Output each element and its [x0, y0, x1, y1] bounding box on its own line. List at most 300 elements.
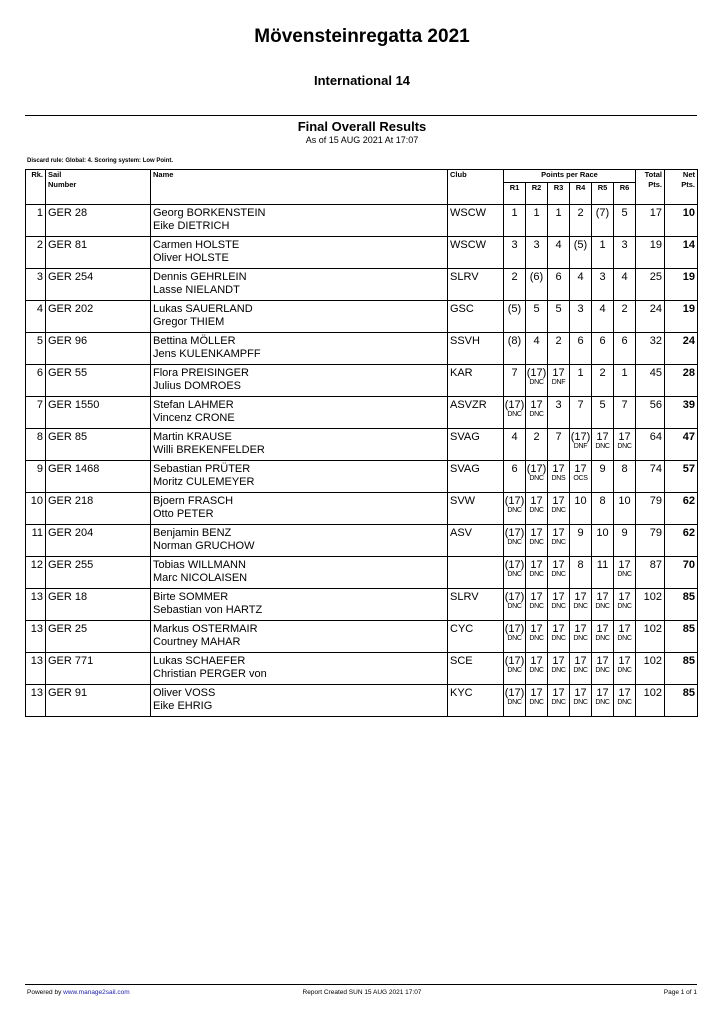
race-status-code: DNC — [595, 635, 610, 642]
race-status-code: OCS — [573, 475, 588, 482]
race-score-cell — [526, 333, 548, 365]
net-points-cell: 19 — [665, 301, 698, 333]
helm-name: Lukas SCHAEFER — [153, 655, 246, 667]
race-points: 17 — [574, 687, 587, 699]
club-cell: KYC — [448, 685, 504, 717]
race-points: 17 — [552, 655, 565, 667]
crew-name: Vincenz CRONE — [153, 412, 235, 424]
crew-name: Lasse NIELANDT — [153, 284, 240, 296]
race-score-cell — [592, 205, 614, 237]
race-score-cell — [614, 621, 636, 653]
race-status-code: DNC — [529, 667, 544, 674]
race-score-cell — [614, 461, 636, 493]
race-score-cell — [570, 493, 592, 525]
club-cell: GSC — [448, 301, 504, 333]
race-points: (5) — [507, 303, 522, 315]
race-header-r1: R1 — [504, 183, 526, 205]
crew-name: Sebastian von HARTZ — [153, 604, 263, 616]
race-points: 1 — [621, 367, 628, 379]
race-score-cell — [570, 301, 592, 333]
total-points-cell: 17 — [636, 205, 665, 237]
race-points: 3 — [511, 239, 518, 251]
helm-name: Markus OSTERMAIR — [153, 623, 258, 635]
race-points: 8 — [621, 463, 628, 475]
race-score-cell — [592, 493, 614, 525]
race-score-cell — [614, 589, 636, 621]
table-row — [26, 333, 698, 365]
sail-number-cell: GER 771 — [46, 653, 151, 685]
race-score-cell — [570, 621, 592, 653]
race-header-r6: R6 — [614, 183, 636, 205]
race-points: 6 — [599, 335, 606, 347]
race-status-code: DNC — [529, 603, 544, 610]
race-points: 7 — [577, 399, 584, 411]
total-points-cell: 102 — [636, 621, 665, 653]
sail-number-header — [46, 170, 151, 205]
crew-name: Marc NICOLAISEN — [153, 572, 248, 584]
race-status-code: DNC — [551, 667, 566, 674]
race-points: 17 — [618, 655, 631, 667]
race-score-cell — [614, 205, 636, 237]
race-score-cell — [592, 429, 614, 461]
crew-name: Christian PERGER von — [153, 668, 267, 680]
net-points-cell: 28 — [665, 365, 698, 397]
race-score-cell — [548, 461, 570, 493]
race-points: (17) — [504, 687, 525, 699]
net-points-cell: 85 — [665, 621, 698, 653]
race-points: (5) — [573, 239, 588, 251]
crew-name: Moritz CULEMEYER — [153, 476, 255, 488]
club-cell: SVAG — [448, 429, 504, 461]
net-points-cell: 47 — [665, 429, 698, 461]
race-score-cell — [592, 525, 614, 557]
race-status-code: DNC — [507, 635, 522, 642]
race-points: 17 — [618, 559, 631, 571]
race-score-cell — [592, 237, 614, 269]
crew-name: Jens KULENKAMPFF — [153, 348, 261, 360]
total-points-cell: 45 — [636, 365, 665, 397]
race-points: 17 — [530, 527, 543, 539]
race-score-cell — [614, 557, 636, 589]
race-score-cell — [548, 397, 570, 429]
race-points: (17) — [504, 399, 525, 411]
race-status-code: DNC — [529, 411, 544, 418]
helm-name: Georg BORKENSTEIN — [153, 207, 266, 219]
club-cell: SSVH — [448, 333, 504, 365]
net-header-line2: Pts. — [681, 180, 695, 189]
helm-name: Flora PREISINGER — [153, 367, 249, 379]
race-status-code: DNC — [617, 699, 632, 706]
club-cell: WSCW — [448, 237, 504, 269]
name-cell — [151, 269, 448, 301]
race-status-code: DNC — [529, 699, 544, 706]
crew-name: Eike EHRIG — [153, 700, 213, 712]
race-points: 17 — [618, 687, 631, 699]
race-points: 17 — [530, 495, 543, 507]
race-score-cell — [548, 685, 570, 717]
crew-name: Gregor THIEM — [153, 316, 225, 328]
class-name: International 14 — [313, 73, 411, 88]
total-points-cell: 102 — [636, 653, 665, 685]
race-score-cell — [614, 685, 636, 717]
race-points: 11 — [596, 559, 609, 571]
results-table — [25, 169, 698, 717]
table-row — [26, 429, 698, 461]
race-status-code: DNC — [617, 443, 632, 450]
rank-cell: 2 — [26, 237, 46, 269]
race-status-code: DNC — [551, 571, 566, 578]
name-cell — [151, 557, 448, 589]
helm-name: Carmen HOLSTE — [153, 239, 240, 251]
club-cell: WSCW — [448, 205, 504, 237]
total-header-line1: Total — [644, 170, 662, 179]
race-points: (17) — [504, 591, 525, 603]
race-score-cell — [526, 493, 548, 525]
race-points: 2 — [555, 335, 562, 347]
race-points: 5 — [533, 303, 540, 315]
race-score-cell — [570, 237, 592, 269]
race-status-code: DNC — [573, 699, 588, 706]
table-row — [26, 621, 698, 653]
race-points: (17) — [504, 655, 525, 667]
rank-cell: 13 — [26, 621, 46, 653]
race-points: 17 — [530, 591, 543, 603]
race-points: 9 — [577, 527, 584, 539]
net-points-cell: 85 — [665, 589, 698, 621]
sail-number-cell: GER 25 — [46, 621, 151, 653]
sail-header-line1: Sail — [48, 170, 62, 179]
club-header: Club — [448, 170, 504, 205]
race-points: 17 — [618, 591, 631, 603]
race-points: 17 — [530, 399, 543, 411]
race-points: 2 — [533, 431, 540, 443]
club-cell: SVAG — [448, 461, 504, 493]
race-score-cell — [548, 333, 570, 365]
race-points: 3 — [599, 271, 606, 283]
club-cell: CYC — [448, 621, 504, 653]
sail-number-cell: GER 91 — [46, 685, 151, 717]
rank-cell: 10 — [26, 493, 46, 525]
race-score-cell — [570, 269, 592, 301]
footer-divider — [25, 984, 697, 985]
total-points-cell: 19 — [636, 237, 665, 269]
race-points: 3 — [533, 239, 540, 251]
race-status-code: DNC — [529, 507, 544, 514]
race-points: 17 — [552, 463, 565, 475]
race-score-cell — [614, 301, 636, 333]
race-points: 17 — [552, 367, 565, 379]
crew-name: Julius DOMROES — [153, 380, 242, 392]
race-score-cell — [548, 557, 570, 589]
race-score-cell — [526, 589, 548, 621]
race-points: 9 — [599, 463, 606, 475]
race-points: (8) — [507, 335, 522, 347]
club-cell: SLRV — [448, 589, 504, 621]
race-points: 10 — [618, 495, 631, 507]
race-points: 17 — [530, 655, 543, 667]
helm-name: Dennis GEHRLEIN — [153, 271, 247, 283]
helm-name: Tobias WILLMANN — [153, 559, 246, 571]
race-score-cell — [526, 621, 548, 653]
race-status-code: DNC — [617, 571, 632, 578]
race-score-cell — [570, 685, 592, 717]
race-score-cell — [504, 269, 526, 301]
race-points: 10 — [596, 527, 609, 539]
rank-header: Rk. — [26, 170, 46, 205]
race-points: 17 — [596, 431, 609, 443]
net-header-line1: Net — [682, 170, 695, 179]
discard-rule: Discard rule: Global: 4. Scoring system: Low Point. — [27, 158, 174, 164]
race-score-cell — [504, 685, 526, 717]
race-points: 9 — [621, 527, 628, 539]
race-score-cell — [592, 589, 614, 621]
name-cell — [151, 653, 448, 685]
race-points: 17 — [596, 687, 609, 699]
sail-number-cell: GER 204 — [46, 525, 151, 557]
race-points: 6 — [577, 335, 584, 347]
sail-number-cell: GER 81 — [46, 237, 151, 269]
race-points: 4 — [511, 431, 518, 443]
total-points-cell: 79 — [636, 525, 665, 557]
table-row — [26, 237, 698, 269]
name-cell — [151, 493, 448, 525]
net-points-cell: 62 — [665, 493, 698, 525]
club-cell: SLRV — [448, 269, 504, 301]
race-score-cell — [548, 365, 570, 397]
race-score-cell — [504, 333, 526, 365]
race-header-r5: R5 — [592, 183, 614, 205]
race-points: 8 — [577, 559, 584, 571]
race-score-cell — [504, 653, 526, 685]
table-row — [26, 525, 698, 557]
race-score-cell — [614, 333, 636, 365]
race-score-cell — [592, 301, 614, 333]
helm-name: Bettina MÖLLER — [153, 335, 236, 347]
total-points-header — [636, 170, 665, 205]
net-points-cell: 39 — [665, 397, 698, 429]
race-score-cell — [504, 429, 526, 461]
race-status-code: DNC — [507, 571, 522, 578]
race-score-cell — [570, 461, 592, 493]
race-points: 17 — [552, 495, 565, 507]
sail-number-cell: GER 85 — [46, 429, 151, 461]
club-cell: SVW — [448, 493, 504, 525]
rank-cell: 5 — [26, 333, 46, 365]
sail-number-cell: GER 18 — [46, 589, 151, 621]
race-points: 17 — [530, 687, 543, 699]
race-score-cell — [548, 621, 570, 653]
total-points-cell: 102 — [636, 685, 665, 717]
race-status-code: DNF — [551, 379, 566, 386]
race-points: 6 — [621, 335, 628, 347]
helm-name: Stefan LAHMER — [153, 399, 234, 411]
manage2sail-link[interactable]: www.manage2sail.com — [63, 989, 130, 996]
race-points: 7 — [621, 399, 628, 411]
race-points: 3 — [577, 303, 584, 315]
race-score-cell — [504, 461, 526, 493]
race-status-code: DNC — [507, 411, 522, 418]
club-cell: ASV — [448, 525, 504, 557]
race-status-code: DNC — [551, 603, 566, 610]
net-points-cell: 70 — [665, 557, 698, 589]
race-score-cell — [570, 557, 592, 589]
race-score-cell — [504, 621, 526, 653]
race-score-cell — [570, 365, 592, 397]
crew-name: Oliver HOLSTE — [153, 252, 229, 264]
race-points: 17 — [574, 463, 587, 475]
race-points: 7 — [511, 367, 518, 379]
race-status-code: DNC — [507, 699, 522, 706]
race-score-cell — [526, 685, 548, 717]
helm-name: Benjamin BENZ — [153, 527, 232, 539]
table-row — [26, 461, 698, 493]
sail-number-cell: GER 254 — [46, 269, 151, 301]
race-score-cell — [548, 429, 570, 461]
race-score-cell — [548, 525, 570, 557]
race-status-code: DNC — [529, 379, 544, 386]
race-points: 17 — [552, 559, 565, 571]
race-score-cell — [548, 237, 570, 269]
total-points-cell: 79 — [636, 493, 665, 525]
helm-name: Lukas SAUERLAND — [153, 303, 253, 315]
race-points: 1 — [555, 207, 562, 219]
table-row — [26, 365, 698, 397]
race-points: 1 — [533, 207, 540, 219]
total-points-cell: 102 — [636, 589, 665, 621]
race-points: 1 — [599, 239, 606, 251]
race-points: 7 — [555, 431, 562, 443]
race-score-cell — [592, 685, 614, 717]
race-status-code: DNC — [529, 571, 544, 578]
race-score-cell — [570, 429, 592, 461]
race-score-cell — [504, 301, 526, 333]
race-points: 4 — [533, 335, 540, 347]
race-points: 17 — [574, 655, 587, 667]
sail-header-line2: Number — [48, 180, 77, 189]
sail-number-cell: GER 202 — [46, 301, 151, 333]
race-points: 17 — [552, 623, 565, 635]
race-score-cell — [526, 525, 548, 557]
race-score-cell — [570, 525, 592, 557]
race-points: (17) — [504, 527, 525, 539]
race-points: 4 — [599, 303, 606, 315]
helm-name: Bjoern FRASCH — [153, 495, 234, 507]
race-status-code: DNC — [551, 539, 566, 546]
race-score-cell — [526, 237, 548, 269]
name-cell — [151, 525, 448, 557]
helm-name: Birte SOMMER — [153, 591, 229, 603]
race-score-cell — [592, 269, 614, 301]
race-score-cell — [504, 557, 526, 589]
table-row — [26, 685, 698, 717]
name-cell — [151, 621, 448, 653]
race-points: 17 — [530, 623, 543, 635]
net-points-cell: 10 — [665, 205, 698, 237]
name-cell — [151, 685, 448, 717]
race-points: 1 — [577, 367, 584, 379]
total-points-cell: 74 — [636, 461, 665, 493]
rank-cell: 13 — [26, 685, 46, 717]
race-points: 17 — [574, 623, 587, 635]
race-score-cell — [504, 237, 526, 269]
race-score-cell — [592, 333, 614, 365]
race-score-cell — [570, 333, 592, 365]
crew-name: Eike DIETRICH — [153, 220, 230, 232]
race-score-cell — [504, 493, 526, 525]
club-cell: SCE — [448, 653, 504, 685]
crew-name: Courtney MAHAR — [153, 636, 241, 648]
race-score-cell — [570, 205, 592, 237]
net-points-cell: 14 — [665, 237, 698, 269]
net-points-cell: 57 — [665, 461, 698, 493]
sail-number-cell: GER 96 — [46, 333, 151, 365]
race-points: (17) — [504, 623, 525, 635]
race-points: 6 — [555, 271, 562, 283]
net-points-cell: 85 — [665, 685, 698, 717]
race-score-cell — [614, 493, 636, 525]
table-row — [26, 205, 698, 237]
race-points: 5 — [555, 303, 562, 315]
race-points: 4 — [577, 271, 584, 283]
race-status-code: DNC — [507, 507, 522, 514]
club-cell — [448, 557, 504, 589]
race-points: 17 — [618, 431, 631, 443]
table-row — [26, 493, 698, 525]
race-status-code: DNC — [551, 699, 566, 706]
as-of-date: As of 15 AUG 2021 At 17:07 — [305, 135, 419, 145]
club-cell: ASVZR — [448, 397, 504, 429]
race-points: 2 — [599, 367, 606, 379]
race-score-cell — [504, 365, 526, 397]
race-points: 2 — [511, 271, 518, 283]
sail-number-cell: GER 1550 — [46, 397, 151, 429]
race-status-code: DNC — [573, 635, 588, 642]
table-row — [26, 397, 698, 429]
name-cell — [151, 301, 448, 333]
race-points: (17) — [504, 495, 525, 507]
name-cell — [151, 589, 448, 621]
race-score-cell — [614, 365, 636, 397]
race-status-code: DNC — [529, 475, 544, 482]
race-score-cell — [526, 557, 548, 589]
total-points-cell: 87 — [636, 557, 665, 589]
table-row — [26, 269, 698, 301]
race-score-cell — [592, 557, 614, 589]
race-score-cell — [548, 269, 570, 301]
net-points-cell: 85 — [665, 653, 698, 685]
race-status-code: DNC — [551, 635, 566, 642]
race-score-cell — [614, 269, 636, 301]
race-score-cell — [526, 653, 548, 685]
event-title: Mövensteinregatta 2021 — [254, 26, 470, 47]
race-status-code: DNF — [573, 443, 588, 450]
rank-cell: 11 — [26, 525, 46, 557]
race-points: (17) — [526, 463, 547, 475]
race-points: 4 — [621, 271, 628, 283]
club-cell: KAR — [448, 365, 504, 397]
race-score-cell — [592, 461, 614, 493]
helm-name: Martin KRAUSE — [153, 431, 232, 443]
rank-cell: 12 — [26, 557, 46, 589]
race-points: 2 — [621, 303, 628, 315]
name-cell — [151, 333, 448, 365]
crew-name: Otto PETER — [153, 508, 214, 520]
race-points: 10 — [574, 495, 587, 507]
report-created: Report Created SUN 15 AUG 2021 17:07 — [302, 989, 422, 996]
race-score-cell — [614, 237, 636, 269]
total-points-cell: 56 — [636, 397, 665, 429]
results-title: Final Overall Results — [297, 119, 427, 134]
